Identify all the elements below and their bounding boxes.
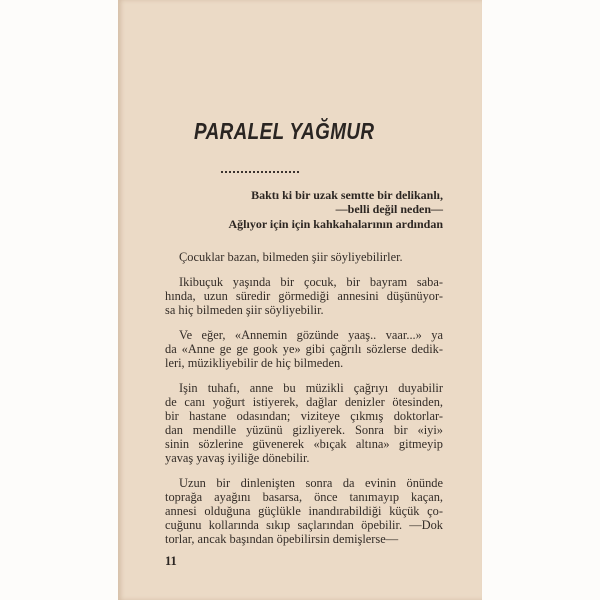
epigraph (190, 188, 443, 231)
text-line: Çocuklar bazan, bilmeden şiir söyliyebilirler. (179, 250, 403, 264)
text-line: dan mendille yüzünü gizliyerek. Sonra bir «iyi» (165, 423, 443, 437)
text-line: annesi olduğuna güçlükle inandırabildiği küçük ço- (165, 504, 443, 518)
text-line: Işin tuhafı, anne bu müzikli çağrıyı duyabilir (179, 381, 443, 395)
dotted-divider (221, 171, 299, 173)
paragraph (165, 328, 443, 370)
paragraph (165, 476, 443, 546)
text-line: Uzun bir dinlenişten sonra da evinin önünde (179, 476, 443, 490)
text-line: torlar, ancak başından öpebilirsin demişlerse— (165, 532, 399, 546)
text-line: sinin sözlerine güvenerek «bıçak altına» gitmeyip (165, 437, 443, 451)
chapter-title: PARALEL YAĞMUR (194, 118, 375, 144)
text-line: hında, uzun süredir görmediği annesini düşünüyor- (165, 289, 443, 303)
text-line: cuğunu kollarında sıkıp saçlarından öpebilir. —Dok (165, 518, 443, 532)
text-line: leri, müzikliyebilir de hiç bilmeden. (165, 356, 344, 370)
page-number: 11 (165, 554, 177, 568)
epigraph-line: Ağlıyor için için kahkahalarının ardından (228, 216, 443, 231)
paragraph (165, 275, 443, 317)
text-line: da «Anne ge ge gook ye» gibi çağrılı sözlerse dedik- (165, 342, 443, 356)
text-line: toprağa ayağını basarsa, önce tanımayıp kaçan, (165, 490, 443, 504)
paragraph (165, 250, 443, 264)
text-line: bir hastane odasından; viziteye çıkmış doktorlar- (165, 409, 443, 423)
text-line: yavaş yavaş iyiliğe dönebilir. (165, 451, 310, 465)
text-line: Ikibuçuk yaşında bir çocuk, bir bayram saba- (179, 275, 443, 289)
epigraph-line: Baktı ki bir uzak semtte bir delikanlı, (251, 188, 443, 202)
text-line: sa hiç bilmeden şiir söyliyebilir. (165, 303, 324, 317)
text-line: Ve eğer, «Annemin gözünde yaaş.. vaar...» ya (179, 328, 443, 342)
text-line: de canı yoğurt istiyerek, dağlar denizler ötesinden, (165, 395, 443, 409)
paragraph (165, 381, 443, 465)
epigraph-line: —belli değil neden— (335, 202, 443, 217)
